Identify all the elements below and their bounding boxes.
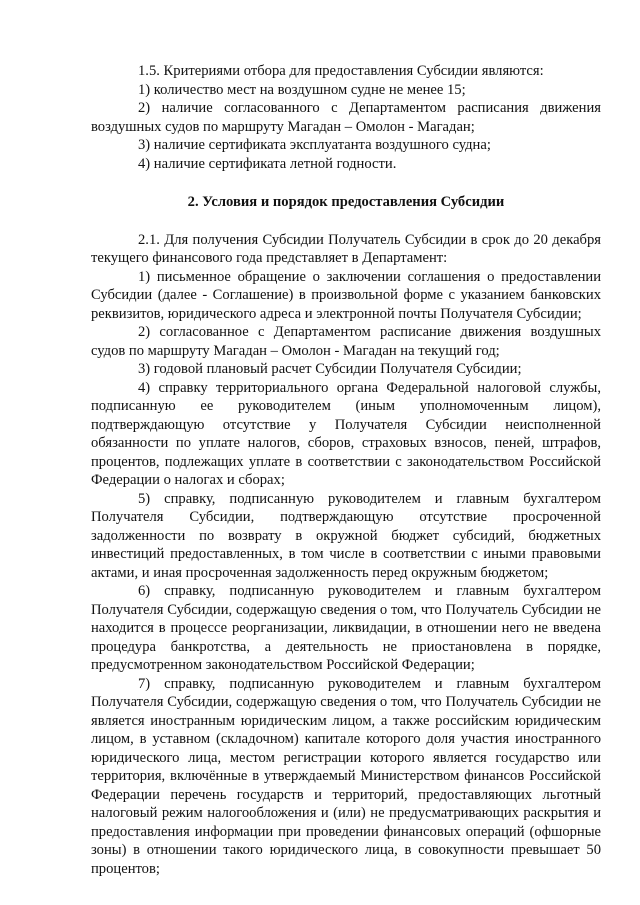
document-item-3: 3) годовой плановый расчет Субсидии Получателя Субсидии;	[138, 361, 522, 377]
document-item-5: 5) справку, подписанную руководителем и главным бухгалтером Получателя Субсидии, подтверждающую отсутствие просроченной задолженности по возврату в окружной бюджет субсидий, бюджетных инвестиций предоставленных, в том числе в соответствии с иными правовыми актами, и иная просроченная задолженность перед окружным бюджетом;	[91, 490, 601, 581]
criterion-1: 1) количество мест на воздушном судне не менее 15;	[138, 81, 466, 98]
document-item-6: 6) справку, подписанную руководителем и главным бухгалтером Получателя Субсидии, содержащую сведения о том, что Получатель Субсидии не находится в процессе реорганизации, ликвидации, в отношении него не введена процедура банкротства, а деятельность не приостановлена в порядке, предусмотренном законодательством Российской Федерации;	[91, 583, 601, 673]
section-2-heading: 2. Условия и порядок предоставления Субсидии	[187, 194, 505, 210]
document-item-1: 1) письменное обращение о заключении соглашения о предоставлении Субсидии (далее - Соглашение) в произвольной форме с указанием банковских реквизитов, юридического адреса и электронной почты Получателя Субсидии;	[91, 268, 601, 322]
criterion-4: 4) наличие сертификата летной годности.	[138, 155, 397, 172]
criterion-3: 3) наличие сертификата эксплуатанта воздушного судна;	[138, 137, 491, 153]
document-item-4: 4) справку территориального органа Федеральной налоговой службы, подписанную ее руководителем (иным уполномоченным лицом), подтверждающую отсутствие у Получателя Субсидии неисполненной обязанности по уплате налогов, сборов, страховых взносов, пеней, штрафов, процентов, подлежащих уплате в соответствии с законодательством Российской Федерации о налогах и сборах;	[91, 379, 601, 488]
criteria-intro: 1.5. Критериями отбора для предоставления Субсидии являются:	[138, 63, 544, 79]
document-item-2: 2) согласованное с Департаментом расписание движения воздушных судов по маршруту Магадан – Омолон - Магадан на текущий год;	[91, 324, 601, 359]
document-page	[91, 62, 601, 878]
criterion-2: 2) наличие согласованного с Департаментом расписания движения воздушных судов по маршруту Магадан – Омолон - Магадан;	[91, 100, 601, 135]
clause-2-1: 2.1. Для получения Субсидии Получатель Субсидии в срок до 20 декабря текущего финансового года представляет в Департамент:	[91, 231, 601, 266]
document-item-7: 7) справку, подписанную руководителем и главным бухгалтером Получателя Субсидии, содержащую сведения о том, что Получатель Субсидии не является иностранным юридическим лицом, а также российским юридическим лицом, в уставном (складочном) капитале которого доля участия иностранного юридического лица, местом регистрации которого является государство или территория, включённые в утверждаемый Министерством финансов Российской Федерации перечень государств и территорий, предоставляющих льготный налоговый режим налогообложения и (или) не предусматривающих раскрытия и предоставления информации при проведении финансовых операций (офшорные зоны) в отношении такого юридического лица, в совокупности превышает 50 процентов;	[91, 675, 601, 877]
